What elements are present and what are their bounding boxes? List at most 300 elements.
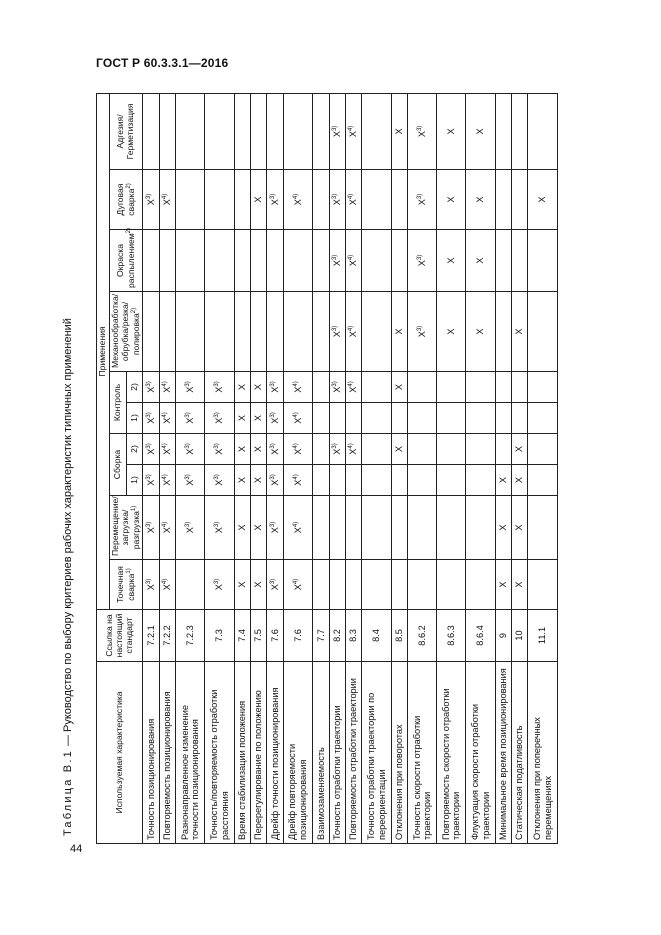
application-mark-cell (143, 292, 159, 372)
application-mark-cell (346, 292, 362, 372)
application-mark-cell (391, 496, 407, 560)
application-mark-cell (362, 230, 391, 292)
header-machining-text: Механообработка/обрубка/резка/полировка (109, 293, 141, 368)
mark-footnote: 4) (348, 443, 355, 449)
table-caption (62, 116, 74, 836)
application-mark-cell (408, 434, 437, 465)
header-handling-note: 1) (130, 505, 137, 512)
mark-x: X (394, 383, 405, 391)
header-handling (109, 496, 142, 560)
mark-x: X (145, 584, 156, 591)
application-mark-cell (466, 93, 495, 169)
application-mark-cell (251, 292, 267, 372)
mark-x: X (145, 448, 156, 455)
application-mark-cell (143, 560, 159, 610)
application-mark-cell (346, 93, 362, 169)
application-mark-cell (283, 372, 312, 403)
application-mark-cell (512, 230, 528, 292)
application-mark-cell (329, 560, 345, 610)
mark-x: X (269, 417, 280, 424)
mark-x: X (185, 527, 196, 534)
mark-footnote: 4) (292, 193, 299, 200)
application-mark-cell (391, 93, 407, 169)
table-row (234, 93, 250, 843)
mark-footnote: 3) (269, 381, 276, 387)
application-mark-cell (466, 170, 495, 230)
application-mark-cell (205, 93, 234, 169)
characteristic-cell: Минимальное время позиционирования (495, 662, 511, 844)
mark-footnote: 3) (331, 193, 338, 200)
application-mark-cell (159, 230, 175, 292)
page-number: 44 (70, 843, 83, 855)
table-row (437, 93, 466, 843)
mark-x: X (498, 581, 509, 588)
mark-footnote: 4) (162, 474, 169, 480)
application-mark-cell (528, 93, 557, 169)
application-mark-cell (437, 372, 466, 403)
mark-x: X (332, 448, 343, 455)
header-assembly-2: 2) (126, 434, 143, 465)
application-mark-cell (437, 93, 466, 169)
reference-cell: 7.2.1 (143, 610, 159, 662)
application-mark-cell (313, 434, 329, 465)
application-mark-cell (408, 372, 437, 403)
application-mark-cell (512, 292, 528, 372)
application-mark-cell (251, 93, 267, 169)
mark-footnote: 4) (292, 443, 299, 449)
reference-cell: 8.6.3 (437, 610, 466, 662)
table-row (313, 93, 329, 843)
mark-x: X (214, 417, 225, 424)
application-mark-cell (234, 465, 250, 496)
application-mark-cell (362, 292, 391, 372)
reference-cell: 8.6.4 (466, 610, 495, 662)
reference-cell: 8.5 (391, 610, 407, 662)
application-mark-cell (362, 560, 391, 610)
mark-x: X (253, 524, 264, 531)
application-mark-cell (408, 496, 437, 560)
application-mark-cell (159, 170, 175, 230)
application-mark-cell (346, 560, 362, 610)
mark-x: X (332, 331, 343, 338)
reference-cell: 11.1 (528, 610, 557, 662)
application-mark-cell (362, 372, 391, 403)
mark-x: X (348, 386, 359, 393)
application-mark-cell (176, 403, 205, 434)
application-mark-cell (391, 560, 407, 610)
mark-x: X (394, 328, 405, 335)
mark-footnote: 4) (348, 193, 355, 200)
application-mark-cell (329, 434, 345, 465)
mark-footnote: 3) (145, 474, 152, 480)
application-mark-cell (176, 230, 205, 292)
mark-footnote: 4) (162, 193, 169, 200)
mark-footnote: 4) (162, 521, 169, 528)
mark-footnote: 3) (269, 474, 276, 480)
mark-x: X (162, 479, 173, 486)
application-mark-cell (205, 170, 234, 230)
mark-x: X (416, 199, 427, 206)
header-handling-text: Перемещение/загрузка/разгрузка (109, 496, 141, 556)
characteristic-cell: Отклонения при поворотах (391, 662, 407, 844)
mark-x: X (269, 584, 280, 591)
application-mark-cell (329, 372, 345, 403)
application-mark-cell (234, 434, 250, 465)
characteristic-cell: Взаимозаменяемость (313, 662, 329, 844)
mark-footnote: 3) (214, 381, 221, 387)
mark-footnote: 3) (214, 578, 221, 585)
header-control: Контроль (109, 372, 126, 434)
application-mark-cell (437, 292, 466, 372)
application-mark-cell (466, 434, 495, 465)
application-mark-cell (362, 465, 391, 496)
mark-x: X (237, 445, 248, 453)
application-mark-cell (143, 93, 159, 169)
mark-x: X (292, 448, 303, 455)
mark-x: X (446, 128, 457, 135)
table-row (512, 93, 528, 843)
mark-footnote: 4) (348, 381, 355, 387)
mark-x: X (348, 260, 359, 267)
application-mark-cell (437, 560, 466, 610)
application-mark-cell (234, 372, 250, 403)
characteristic-cell: Дрейф повторяемости позиционирования (283, 662, 312, 844)
mark-x: X (237, 476, 248, 484)
application-mark-cell (234, 170, 250, 230)
application-mark-cell (234, 496, 250, 560)
mark-x: X (416, 331, 427, 338)
mark-x: X (332, 199, 343, 206)
mark-x: X (498, 524, 509, 531)
header-machining-note: 2) (130, 307, 137, 314)
mark-footnote: 3) (269, 521, 276, 528)
application-mark-cell (512, 465, 528, 496)
table-row (528, 93, 557, 843)
header-spot-welding-note: 1) (125, 568, 132, 574)
mark-footnote: 4) (162, 443, 169, 449)
mark-footnote: 3) (416, 325, 423, 332)
table-row (143, 93, 159, 843)
mark-x: X (446, 257, 457, 264)
mark-footnote: 3) (214, 443, 221, 449)
characteristic-cell: Точность отработки траектории по переориентации (362, 662, 391, 844)
reference-cell: 7.6 (267, 610, 283, 662)
table-container (96, 94, 553, 844)
mark-x: X (269, 199, 280, 206)
application-mark-cell (466, 292, 495, 372)
application-mark-cell (437, 434, 466, 465)
application-mark-cell (205, 465, 234, 496)
mark-x: X (348, 448, 359, 455)
application-mark-cell (313, 403, 329, 434)
table-row (267, 93, 283, 843)
mark-footnote: 4) (292, 412, 299, 418)
application-mark-cell (495, 465, 511, 496)
application-mark-cell (313, 560, 329, 610)
mark-footnote: 4) (292, 381, 299, 387)
application-mark-cell (267, 292, 283, 372)
mark-footnote: 3) (145, 521, 152, 528)
application-mark-cell (176, 434, 205, 465)
application-mark-cell (495, 230, 511, 292)
application-mark-cell (251, 230, 267, 292)
application-mark-cell (267, 170, 283, 230)
mark-footnote: 4) (348, 254, 355, 261)
mark-x: X (269, 386, 280, 393)
header-machining (109, 292, 142, 372)
mark-footnote: 3) (185, 474, 192, 480)
mark-x: X (237, 524, 248, 531)
table-row (495, 93, 511, 843)
application-mark-cell (267, 403, 283, 434)
reference-cell: 7.2.2 (159, 610, 175, 662)
table-row (362, 93, 391, 843)
mark-footnote: 3) (214, 521, 221, 528)
application-mark-cell (346, 465, 362, 496)
application-mark-cell (528, 560, 557, 610)
characteristic-cell: Точность/повторяемость отработки расстояния (205, 662, 234, 844)
mark-x: X (214, 584, 225, 591)
header-control-2: 2) (126, 372, 143, 403)
mark-footnote: 3) (145, 578, 152, 585)
application-mark-cell (495, 170, 511, 230)
application-mark-cell (362, 170, 391, 230)
mark-x: X (237, 581, 248, 588)
mark-x: X (237, 383, 248, 391)
header-painting-note: 2) (125, 227, 132, 234)
application-mark-cell (437, 403, 466, 434)
mark-x: X (162, 527, 173, 534)
mark-x: X (253, 445, 264, 453)
mark-footnote: 3) (269, 578, 276, 585)
reference-cell: 8.4 (362, 610, 391, 662)
mark-footnote: 3) (145, 381, 152, 387)
application-mark-cell (267, 465, 283, 496)
application-mark-cell (159, 434, 175, 465)
mark-footnote: 3) (185, 443, 192, 449)
application-mark-cell (408, 230, 437, 292)
mark-x: X (514, 476, 525, 484)
application-mark-cell (512, 496, 528, 560)
header-applications: Применения (97, 93, 110, 609)
mark-footnote: 3) (331, 325, 338, 332)
reference-cell: 7.7 (313, 610, 329, 662)
mark-footnote: 4) (162, 381, 169, 387)
mark-x: X (348, 331, 359, 338)
characteristic-cell: Отклонения при поперечных перемещениях (528, 662, 557, 844)
mark-x: X (214, 527, 225, 534)
application-mark-cell (159, 93, 175, 169)
application-mark-cell (346, 496, 362, 560)
characteristic-cell: Точность позиционирования (143, 662, 159, 844)
application-mark-cell (528, 403, 557, 434)
header-spot-welding-text: Точечная сварка (114, 566, 136, 603)
application-mark-cell (176, 465, 205, 496)
mark-footnote: 3) (331, 443, 338, 449)
application-mark-cell (205, 560, 234, 610)
application-mark-cell (176, 496, 205, 560)
header-characteristic: Используемая характеристика (97, 662, 143, 844)
mark-x: X (269, 479, 280, 486)
characteristic-cell: Статическая податливость (512, 662, 528, 844)
mark-x: X (185, 417, 196, 424)
mark-x: X (348, 131, 359, 138)
mark-x: X (214, 479, 225, 486)
application-mark-cell (313, 230, 329, 292)
application-mark-cell (391, 403, 407, 434)
application-mark-cell (283, 170, 312, 230)
application-mark-cell (251, 465, 267, 496)
application-mark-cell (205, 230, 234, 292)
application-mark-cell (528, 292, 557, 372)
application-mark-cell (362, 434, 391, 465)
mark-x: X (537, 196, 548, 203)
application-mark-cell (205, 434, 234, 465)
reference-cell: 7.6 (283, 610, 312, 662)
header-reference: Ссылка на настоящий стандарт (97, 610, 143, 662)
header-adhesion: Адгезия/Герметизация (109, 93, 142, 169)
mark-x: X (292, 479, 303, 486)
application-mark-cell (143, 170, 159, 230)
application-mark-cell (466, 465, 495, 496)
application-mark-cell (267, 372, 283, 403)
application-mark-cell (408, 170, 437, 230)
application-mark-cell (267, 560, 283, 610)
application-mark-cell (528, 496, 557, 560)
mark-footnote: 4) (292, 474, 299, 480)
application-mark-cell (391, 292, 407, 372)
application-mark-cell (313, 372, 329, 403)
mark-x: X (292, 386, 303, 393)
application-mark-cell (283, 434, 312, 465)
application-mark-cell (313, 170, 329, 230)
mark-footnote: 3) (145, 193, 152, 200)
mark-x: X (416, 131, 427, 138)
mark-x: X (446, 196, 457, 203)
application-mark-cell (495, 434, 511, 465)
application-mark-cell (512, 93, 528, 169)
header-assembly-1: 1) (126, 465, 143, 496)
mark-footnote: 3) (145, 443, 152, 449)
application-mark-cell (362, 403, 391, 434)
characteristic-cell: Точность отработки траектории (329, 662, 345, 844)
application-mark-cell (329, 170, 345, 230)
application-mark-cell (495, 496, 511, 560)
application-mark-cell (512, 560, 528, 610)
mark-x: X (253, 383, 264, 391)
mark-x: X (394, 445, 405, 453)
mark-footnote: 3) (331, 254, 338, 261)
application-mark-cell (346, 434, 362, 465)
mark-x: X (475, 257, 486, 264)
header-assembly: Сборка (109, 434, 126, 496)
document-header: ГОСТ Р 60.3.3.1—2016 (96, 56, 229, 70)
application-mark-cell (495, 372, 511, 403)
application-mark-cell (159, 496, 175, 560)
table-body (143, 93, 557, 843)
table-row (176, 93, 205, 843)
application-mark-cell (362, 496, 391, 560)
application-mark-cell (234, 230, 250, 292)
application-mark-cell (205, 403, 234, 434)
mark-x: X (162, 448, 173, 455)
application-mark-cell (329, 93, 345, 169)
application-mark-cell (329, 230, 345, 292)
mark-x: X (348, 199, 359, 206)
application-mark-cell (283, 93, 312, 169)
application-mark-cell (408, 403, 437, 434)
mark-footnote: 3) (214, 474, 221, 480)
mark-x: X (332, 260, 343, 267)
application-mark-cell (159, 560, 175, 610)
application-mark-cell (176, 170, 205, 230)
table-row (408, 93, 437, 843)
application-mark-cell (391, 465, 407, 496)
reference-cell: 7.4 (234, 610, 250, 662)
mark-x: X (292, 527, 303, 534)
characteristic-cell: Флуктуация скорости отработки траектории (466, 662, 495, 844)
application-mark-cell (329, 496, 345, 560)
application-mark-cell (346, 372, 362, 403)
application-mark-cell (205, 372, 234, 403)
application-mark-cell (391, 230, 407, 292)
header-arc-welding-note: 2) (125, 183, 132, 189)
mark-footnote: 3) (214, 412, 221, 418)
application-mark-cell (267, 230, 283, 292)
mark-x: X (446, 328, 457, 335)
application-mark-cell (466, 560, 495, 610)
mark-x: X (162, 417, 173, 424)
characteristic-cell: Повторяемость позиционирования (159, 662, 175, 844)
application-mark-cell (313, 496, 329, 560)
application-mark-cell (437, 465, 466, 496)
application-mark-cell (495, 93, 511, 169)
application-mark-cell (159, 465, 175, 496)
application-mark-cell (159, 372, 175, 403)
mark-x: X (185, 386, 196, 393)
application-mark-cell (313, 93, 329, 169)
mark-footnote: 3) (185, 412, 192, 418)
application-mark-cell (528, 434, 557, 465)
reference-cell: 8.2 (329, 610, 345, 662)
application-mark-cell (143, 372, 159, 403)
characteristic-cell: Повторяемость скорости отработки траектории (437, 662, 466, 844)
table-row (159, 93, 175, 843)
application-mark-cell (466, 403, 495, 434)
application-mark-cell (408, 93, 437, 169)
mark-x: X (185, 479, 196, 486)
header-arc-welding-text: Дуговая сварка (114, 183, 136, 216)
reference-cell: 7.5 (251, 610, 267, 662)
mark-x: X (292, 417, 303, 424)
application-mark-cell (362, 93, 391, 169)
application-mark-cell (251, 560, 267, 610)
mark-x: X (416, 260, 427, 267)
application-mark-cell (329, 465, 345, 496)
application-mark-cell (329, 403, 345, 434)
mark-x: X (514, 524, 525, 531)
application-mark-cell (437, 496, 466, 560)
application-mark-cell (159, 403, 175, 434)
mark-x: X (475, 196, 486, 203)
mark-footnote: 3) (269, 443, 276, 449)
table-row (466, 93, 495, 843)
application-mark-cell (143, 465, 159, 496)
application-mark-cell (495, 403, 511, 434)
table-caption-text: — Руководство по выбору критериев рабочих характеристик типичных применений (62, 318, 74, 750)
mark-x: X (145, 386, 156, 393)
application-mark-cell (251, 403, 267, 434)
